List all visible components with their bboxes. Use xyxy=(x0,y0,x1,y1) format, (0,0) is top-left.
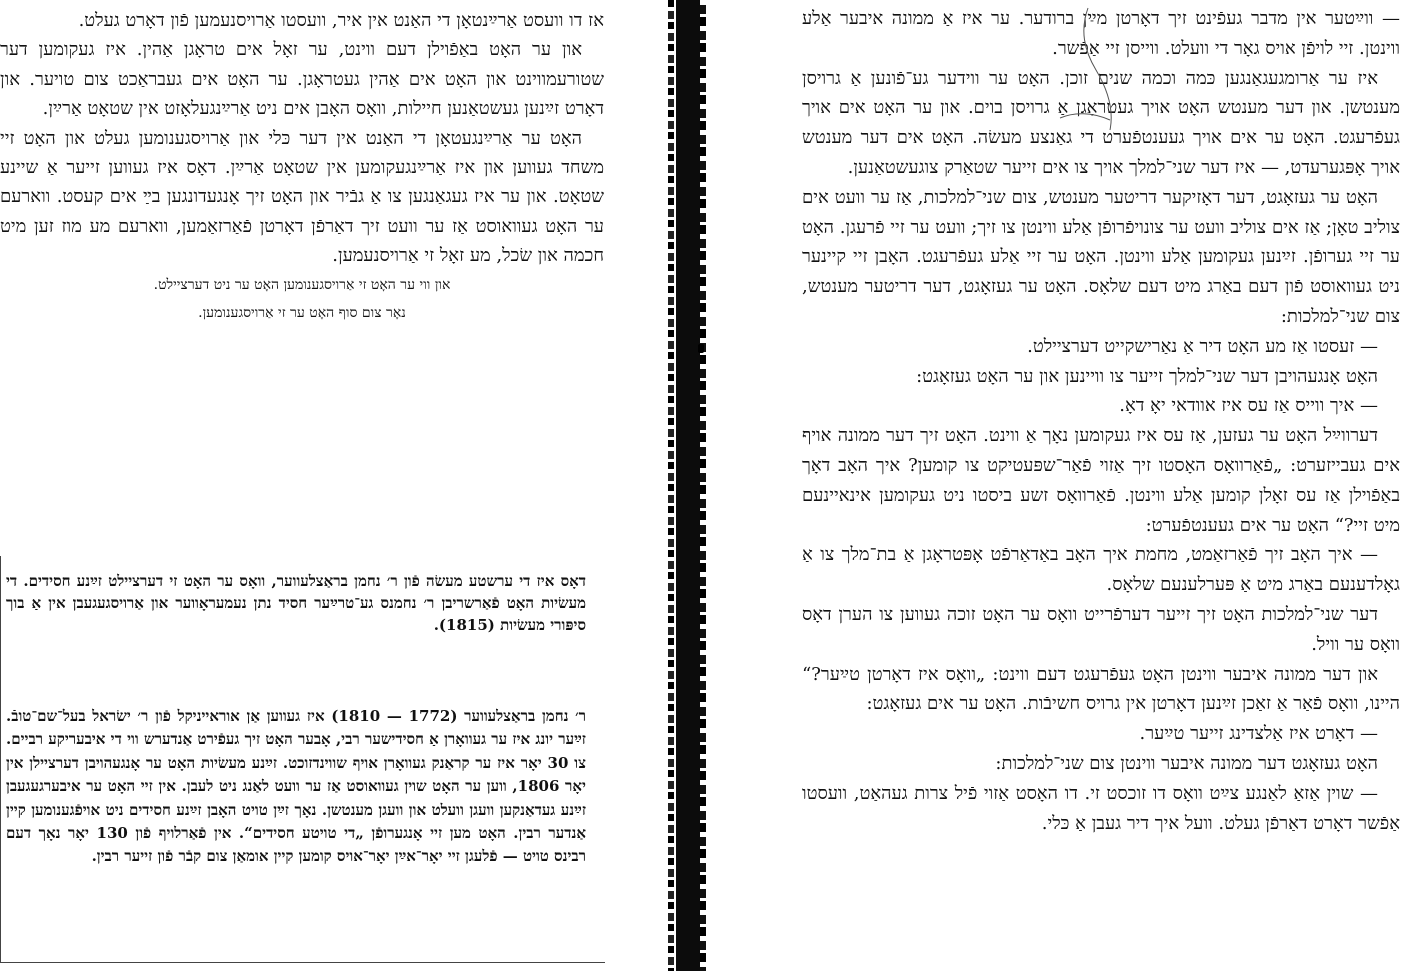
closing-line-2: נאָר צום סוף האָט ער זי אַרויסגענומען. xyxy=(198,304,406,321)
book-spine xyxy=(676,0,702,971)
right-paragraph-6: — איך ווייס אַז עס איז אוודאי יאָ דאָ. xyxy=(1119,395,1378,417)
right-paragraph-4: — זעסטו אַז מע האָט דיר אַ נאַרישקייט דערציילט. xyxy=(1027,335,1378,357)
right-paragraph-11: — דאָרט איז אַלצדינג זייער טײַער. xyxy=(1139,723,1378,745)
page-gap xyxy=(612,0,668,971)
left-paragraph-3: האָט ער אַרײַנגעטאָן די האַנט אין דער כּלי און אַרויסגענומען געלט און האָט זיי משחד געווען און איז אַרײַנגעקומען אין שטאָט אַרײַן. דאָס איז געווען זייער אַ שיינע שטאָט. און ער איז געגאַנגען צו אַ גבֿיר און האָט זיך אָנגעדונגען בײַ אים קעסט. ווארעם ער האָט געוואוסט אַז ער וועט זיך דאַרפֿן דאָרטן פֿאַרזאַמען, ווארעם מע מוז זען מיט חכמה און שׂכל, מע זאָל זי אַרויסנעמען. xyxy=(0,127,604,267)
right-paragraph-7: דערווײַל האָט ער געזען, אַז עס איז געקומען נאָך אַ ווינט. האָט זיך דער ממונה אויף אים געבייזערט: „פֿאַרוואָס האָסטו זיך אַזוי פֿאַר־שפּעטיקט צו קומען? איך האָב דאָך באַפֿוילן אַז עס זאָלן קומען אַלע ווינטן. פֿאַרוואָס זשע ביסטו ניט געקומען אינאיינעם מיט זיי?“ האָט ער אים געענטפֿערט: xyxy=(802,425,1400,536)
footnote-1-text: דאָס איז די ערשטע מעשׂה פֿון ר׳ נחמן בראַצלעווער, וואָס ער האָט זי דערציילט זײַנע חסידים. די מעשׂיות האָט פֿאַרשריבן ר׳ נחמנס גע־טרײַער חסיד נתן נעמעראָווער און אַרויסגעגעבן אין אַ בוך סיפּורי מעשׂיות (1815). xyxy=(6,572,586,635)
right-paragraph-13: — שוין אַזאַ לאַנגע צײַט וואָס דו זוכסט זי. דו האָסט אַזוי פֿיל צרות געהאַט, וועסטו אַפֿשר דאָרט דאַרפֿן געלט. וועל איך דיר געבן אַ כּלי. xyxy=(802,782,1400,834)
right-paragraph-2: איז ער אַרומגעגאַנגען כּמה וכמה שנים זוכן. האָט ער ווידער גע־פֿונען אַ גרויסן מענטשן. און דער מענטש האָט אויך געטראָגן אַ גרויסן בוים. און ער האָט אים אויך געפֿרעגט. האָט ער אים אויך געענטפֿערט די גאַנצע מעשׂה. האָט אים דער מענטש אויך אָפּגערעדט, — איז דער שני־למלך אויך צו אים זייער שטאַרק צוגעשטאַנען. xyxy=(802,67,1400,178)
left-paragraph-1: אז דו וועסט אַרײַנטאָן די האַנט אין איר, וועסטו אַרויסנעמען פֿון דאָרט געלט. xyxy=(78,10,604,31)
right-paragraph-3: האָט ער געזאָגט, דער דאָזיקער דריטער מענטש, צום שני־למלכות, אַז ער וועט אים צוליב טאָן; אַז אים צוליב וועט ער צונויפֿרופֿן אַלע ווינטן צו זיך; וועט ער זיי פֿרעגן. האָט ער זיי גערופֿן. זײַנען געקומען אַלע ווינטן. האָט ער זיי אַלע געפֿרעגט. האָבן זיי קיינער ניט געוואוסט פֿון דעם באַרג מיט דעם שלאָס. האָט ער געזאָגט, דער דריטער מענטש, צום שני־למלכות: xyxy=(802,186,1400,327)
left-paragraph-2: און ער האָט באַפֿוילן דעם ווינט, ער זאָל אים טראָגן אַהין. איז געקומען דער שטורעמווינט און האָט אים אַהין געטראָגן. ער האָט אים געבראַכט צום טויער. און דאָרט זײַנען געשטאַנען חיילות, וואָס האָבן אים ניט אַרײַנגעלאָזט אין שטאָט אַרײַן. xyxy=(0,39,604,120)
left-main-text xyxy=(0,6,604,327)
ink-mark xyxy=(698,344,704,353)
left-page xyxy=(0,0,612,971)
footnote-2-text: ר׳ נחמן בראַצלעווער (1772 — 1810) איז געווען אַן אוראייניקל פֿון ר׳ ישׂראל בעל־שם־טובֿ. זײַער יונג איז ער געוואָרן אַ חסידישער רבי, אָבער האָט זיך געפֿירט אַנדערש ווי די איבעריקע רביים. צו 30 יאָר איז ער קראַנק געוואָרן אויף שווינדזוכט. זײַנע מעשׂיות האָט ער אָנגעהויבן דערציילן אין יאָר 1806, ווען ער האָט שוין געוואוסט אַז ער וועט לאַנג ניט לעבן. אין זיי האָט ער איבערגעגעבן זײַנע געדאַנקען וועגן וועלט און וועגן מענטשן. נאָך זײַן טויט האָבן זײַנע חסידים ניט אויפֿגענומען קיין אַנדער רבין. האָט מען זיי אָנגערופֿן „די טויטע חסידים“. אין פֿאַרלויף פֿון 130 יאָר נאָך דעם רבינס טויט — פֿלעגן זיי יאָר־אײַן יאָר־אויס קומען קיין אומאַן צום קבֿר פֿון זייער רבין. xyxy=(6,707,587,866)
right-paragraph-10: און דער ממונה איבער ווינטן האָט געפֿרעגט דעם ווינט: „וואָס איז דאָרטן טײַער?“ היינו, וואָס פֿאַר אַ זאַכן זײַנען דאָרטן אין גרויס חשיבֿות. האָט ער אים געזאָגט: xyxy=(802,663,1400,715)
spine-edge-right xyxy=(700,0,706,971)
footnote-1 xyxy=(6,570,586,637)
right-paragraph-8: — איך האָב זיך פֿאַרזאַמט, מחמת איך האָב באַדאַרפֿט אָפּטראָגן אַ בת־מלך צו אַ גאָלדענעם באַרג מיט אַ פּערלענעם שלאָס. xyxy=(802,544,1400,596)
right-page xyxy=(712,0,1410,971)
right-paragraph-12: האָט געזאָגט דער ממונה איבער ווינטן צום שני־למלכות: xyxy=(995,752,1378,774)
right-paragraph-1: — ווײַטער אין מדבר געפֿינט זיך דאָרטן מײַן ברודער. ער איז אַ ממונה איבער אַלע ווינטן. זיי לויפֿן אויס גאָר די וועלט. ווייסן זיי אַפֿשר. xyxy=(802,8,1400,59)
closing-line-1: און ווי ער האָט זי אַרויסגענומען האָט ער ניט דערציילט. xyxy=(153,276,451,293)
right-paragraph-5: האָט אָנגעהויבן דער שני־למלך זייער צו וויינען און ער האָט געזאָגט: xyxy=(916,365,1378,387)
spine-edge-left xyxy=(668,0,674,971)
pencil-scribble xyxy=(1040,0,1120,140)
footnote-2 xyxy=(6,705,586,869)
right-paragraph-9: דער שני־למלכות האָט זיך זייער דערפֿרייט וואָס ער האָט זוכה געווען צו הערן דאָס וואָס ער וויל. xyxy=(802,603,1400,655)
